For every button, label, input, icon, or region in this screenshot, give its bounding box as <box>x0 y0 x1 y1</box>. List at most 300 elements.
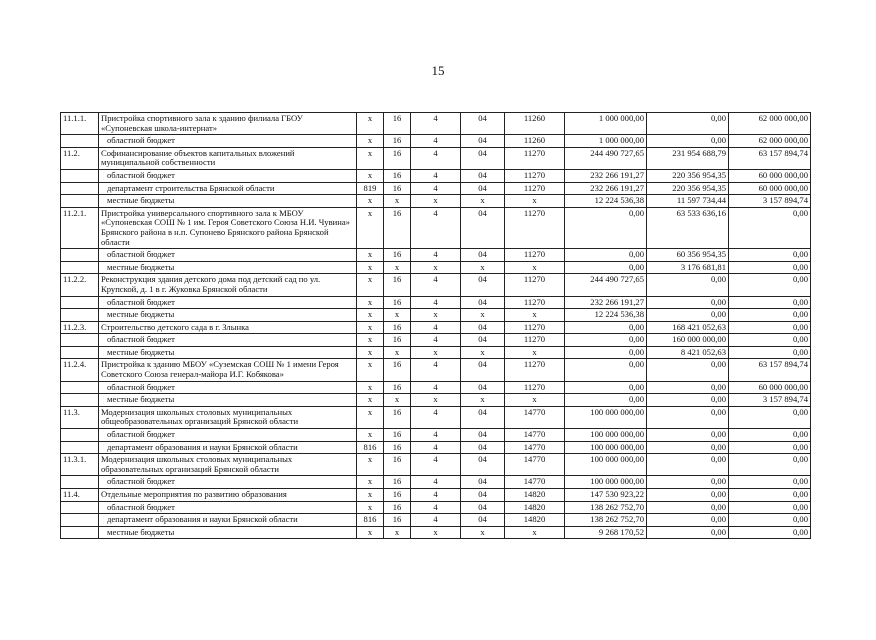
direction-code-cell: 11270 <box>505 147 565 169</box>
item-number-cell: 11.2.2. <box>61 274 99 296</box>
program-code-cell: 16 <box>384 476 411 489</box>
item-number-cell <box>61 169 99 182</box>
amount-year-3-cell: 62 000 000,00 <box>729 113 811 135</box>
amount-year-1-cell: 0,00 <box>565 261 647 274</box>
program-code-cell: 16 <box>384 359 411 381</box>
section-code-cell: 04 <box>461 249 505 262</box>
amount-year-1-cell: 232 266 191,27 <box>565 182 647 195</box>
item-number-cell: 11.1.1. <box>61 113 99 135</box>
amount-year-3-cell: 0,00 <box>729 274 811 296</box>
program-code-cell: 16 <box>384 182 411 195</box>
direction-code-cell: 11270 <box>505 169 565 182</box>
subprogram-code-cell: х <box>411 394 461 407</box>
amount-year-1-cell: 1 000 000,00 <box>565 135 647 148</box>
administrator-code-cell: х <box>357 526 384 539</box>
table-row <box>61 346 811 359</box>
administrator-code-cell: х <box>357 321 384 334</box>
amount-year-2-cell: 0,00 <box>647 526 729 539</box>
section-code-cell: 04 <box>461 514 505 527</box>
program-code-cell: х <box>384 346 411 359</box>
table-row <box>61 454 811 476</box>
item-name-cell: областной бюджет <box>99 296 357 309</box>
item-name-cell: областной бюджет <box>99 381 357 394</box>
administrator-code-cell: х <box>357 207 384 248</box>
amount-year-1-cell: 138 262 752,70 <box>565 514 647 527</box>
amount-year-1-cell: 0,00 <box>565 321 647 334</box>
administrator-code-cell: 819 <box>357 182 384 195</box>
item-name-cell: Пристройка спортивного зала к зданию филиала ГБОУ «Супоневская школа-интернат» <box>99 113 357 135</box>
table-row <box>61 441 811 454</box>
amount-year-3-cell: 0,00 <box>729 476 811 489</box>
table-row <box>61 406 811 428</box>
item-name-cell: департамент образования и науки Брянской области <box>99 441 357 454</box>
subprogram-code-cell: 4 <box>411 501 461 514</box>
administrator-code-cell: х <box>357 309 384 322</box>
subprogram-code-cell: 4 <box>411 182 461 195</box>
amount-year-2-cell: 0,00 <box>647 135 729 148</box>
administrator-code-cell: х <box>357 476 384 489</box>
subprogram-code-cell: 4 <box>411 249 461 262</box>
program-code-cell: 16 <box>384 334 411 347</box>
program-code-cell: 16 <box>384 249 411 262</box>
direction-code-cell: х <box>505 394 565 407</box>
program-code-cell: 16 <box>384 381 411 394</box>
item-number-cell: 11.2. <box>61 147 99 169</box>
item-number-cell <box>61 195 99 208</box>
amount-year-3-cell: 0,00 <box>729 501 811 514</box>
item-number-cell <box>61 261 99 274</box>
direction-code-cell: 11270 <box>505 296 565 309</box>
amount-year-2-cell: 60 356 954,35 <box>647 249 729 262</box>
table-row <box>61 249 811 262</box>
amount-year-1-cell: 9 268 170,52 <box>565 526 647 539</box>
section-code-cell: 04 <box>461 321 505 334</box>
item-name-cell: Отдельные мероприятия по развитию образования <box>99 489 357 502</box>
amount-year-2-cell: 0,00 <box>647 406 729 428</box>
direction-code-cell: 11270 <box>505 359 565 381</box>
table-row <box>61 207 811 248</box>
item-name-cell: областной бюджет <box>99 501 357 514</box>
subprogram-code-cell: 4 <box>411 429 461 442</box>
amount-year-2-cell: 168 421 052,63 <box>647 321 729 334</box>
item-name-cell: областной бюджет <box>99 334 357 347</box>
program-code-cell: х <box>384 195 411 208</box>
amount-year-3-cell: 63 157 894,74 <box>729 359 811 381</box>
section-code-cell: 04 <box>461 381 505 394</box>
amount-year-3-cell: 0,00 <box>729 334 811 347</box>
amount-year-2-cell: 231 954 688,79 <box>647 147 729 169</box>
subprogram-code-cell: 4 <box>411 514 461 527</box>
direction-code-cell: 14770 <box>505 406 565 428</box>
administrator-code-cell: х <box>357 169 384 182</box>
section-code-cell: 04 <box>461 406 505 428</box>
subprogram-code-cell: 4 <box>411 321 461 334</box>
direction-code-cell: 14770 <box>505 476 565 489</box>
program-code-cell: 16 <box>384 429 411 442</box>
item-number-cell <box>61 441 99 454</box>
program-code-cell: 16 <box>384 169 411 182</box>
program-code-cell: 16 <box>384 296 411 309</box>
item-name-cell: областной бюджет <box>99 249 357 262</box>
amount-year-2-cell: 8 421 052,63 <box>647 346 729 359</box>
section-code-cell: 04 <box>461 169 505 182</box>
section-code-cell: 04 <box>461 135 505 148</box>
item-number-cell: 11.2.1. <box>61 207 99 248</box>
direction-code-cell: 11270 <box>505 274 565 296</box>
program-code-cell: х <box>384 394 411 407</box>
section-code-cell: 04 <box>461 274 505 296</box>
administrator-code-cell: х <box>357 334 384 347</box>
administrator-code-cell: 816 <box>357 441 384 454</box>
item-number-cell <box>61 334 99 347</box>
amount-year-2-cell: 0,00 <box>647 274 729 296</box>
administrator-code-cell: х <box>357 296 384 309</box>
direction-code-cell: 11270 <box>505 182 565 195</box>
subprogram-code-cell: 4 <box>411 334 461 347</box>
amount-year-3-cell: 0,00 <box>729 207 811 248</box>
direction-code-cell: х <box>505 309 565 322</box>
amount-year-3-cell: 0,00 <box>729 526 811 539</box>
amount-year-1-cell: 0,00 <box>565 207 647 248</box>
amount-year-2-cell: 0,00 <box>647 359 729 381</box>
section-code-cell: 04 <box>461 476 505 489</box>
item-name-cell: местные бюджеты <box>99 526 357 539</box>
item-name-cell: Софинансирование объектов капитальных вложений муниципальной собственности <box>99 147 357 169</box>
amount-year-1-cell: 100 000 000,00 <box>565 406 647 428</box>
table-row <box>61 429 811 442</box>
section-code-cell: 04 <box>461 182 505 195</box>
section-code-cell: 04 <box>461 334 505 347</box>
section-code-cell: 04 <box>461 501 505 514</box>
direction-code-cell: 11260 <box>505 135 565 148</box>
table-row <box>61 321 811 334</box>
direction-code-cell: 11270 <box>505 381 565 394</box>
table-row <box>61 147 811 169</box>
amount-year-2-cell: 220 356 954,35 <box>647 169 729 182</box>
amount-year-3-cell: 0,00 <box>729 454 811 476</box>
direction-code-cell: х <box>505 346 565 359</box>
administrator-code-cell: х <box>357 113 384 135</box>
amount-year-1-cell: 0,00 <box>565 394 647 407</box>
table-row <box>61 169 811 182</box>
item-name-cell: местные бюджеты <box>99 346 357 359</box>
item-name-cell: департамент образования и науки Брянской области <box>99 514 357 527</box>
amount-year-2-cell: 0,00 <box>647 394 729 407</box>
subprogram-code-cell: 4 <box>411 406 461 428</box>
item-number-cell <box>61 526 99 539</box>
item-name-cell: Строительство детского сада в г. Злынка <box>99 321 357 334</box>
item-number-cell <box>61 514 99 527</box>
section-code-cell: 04 <box>461 147 505 169</box>
amount-year-3-cell: 0,00 <box>729 261 811 274</box>
item-name-cell: Пристройка универсального спортивного зала к МБОУ «Супоневская СОШ № 1 им. Героя Советского Союза Н.И. Чувина» Брянского района в н.п. Супонево Брянского района Брянской области <box>99 207 357 248</box>
item-number-cell <box>61 476 99 489</box>
amount-year-2-cell: 0,00 <box>647 514 729 527</box>
amount-year-3-cell: 60 000 000,00 <box>729 381 811 394</box>
subprogram-code-cell: 4 <box>411 381 461 394</box>
amount-year-2-cell: 11 597 734,44 <box>647 195 729 208</box>
amount-year-2-cell: 0,00 <box>647 381 729 394</box>
program-code-cell: 16 <box>384 454 411 476</box>
table-row <box>61 309 811 322</box>
amount-year-3-cell: 0,00 <box>729 514 811 527</box>
budget-table <box>60 112 811 539</box>
section-code-cell: х <box>461 195 505 208</box>
amount-year-2-cell: 63 533 636,16 <box>647 207 729 248</box>
administrator-code-cell: х <box>357 394 384 407</box>
amount-year-1-cell: 100 000 000,00 <box>565 441 647 454</box>
direction-code-cell: х <box>505 195 565 208</box>
amount-year-3-cell: 0,00 <box>729 309 811 322</box>
direction-code-cell: х <box>505 261 565 274</box>
item-name-cell: Модернизация школьных столовых муниципальных образовательных организаций Брянской области <box>99 454 357 476</box>
item-name-cell: местные бюджеты <box>99 309 357 322</box>
administrator-code-cell: х <box>357 406 384 428</box>
table-row <box>61 261 811 274</box>
administrator-code-cell: х <box>357 429 384 442</box>
table-row <box>61 514 811 527</box>
direction-code-cell: 14770 <box>505 441 565 454</box>
amount-year-2-cell: 0,00 <box>647 489 729 502</box>
section-code-cell: 04 <box>461 359 505 381</box>
table-row <box>61 274 811 296</box>
direction-code-cell: 14820 <box>505 489 565 502</box>
subprogram-code-cell: 4 <box>411 489 461 502</box>
amount-year-2-cell: 0,00 <box>647 309 729 322</box>
table-row <box>61 113 811 135</box>
item-name-cell: областной бюджет <box>99 429 357 442</box>
subprogram-code-cell: 4 <box>411 454 461 476</box>
direction-code-cell: 14820 <box>505 514 565 527</box>
direction-code-cell: 11270 <box>505 321 565 334</box>
table-row <box>61 296 811 309</box>
amount-year-1-cell: 0,00 <box>565 249 647 262</box>
amount-year-2-cell: 0,00 <box>647 296 729 309</box>
program-code-cell: 16 <box>384 489 411 502</box>
amount-year-1-cell: 244 490 727,65 <box>565 274 647 296</box>
table-row <box>61 334 811 347</box>
amount-year-1-cell: 0,00 <box>565 346 647 359</box>
item-name-cell: областной бюджет <box>99 476 357 489</box>
direction-code-cell: х <box>505 526 565 539</box>
amount-year-3-cell: 0,00 <box>729 321 811 334</box>
section-code-cell: 04 <box>461 489 505 502</box>
item-name-cell: местные бюджеты <box>99 195 357 208</box>
item-name-cell: областной бюджет <box>99 135 357 148</box>
administrator-code-cell: х <box>357 346 384 359</box>
table-row <box>61 195 811 208</box>
program-code-cell: 16 <box>384 441 411 454</box>
amount-year-1-cell: 100 000 000,00 <box>565 476 647 489</box>
program-code-cell: 16 <box>384 113 411 135</box>
item-name-cell: областной бюджет <box>99 169 357 182</box>
amount-year-3-cell: 60 000 000,00 <box>729 182 811 195</box>
amount-year-2-cell: 0,00 <box>647 429 729 442</box>
section-code-cell: х <box>461 309 505 322</box>
item-number-cell <box>61 249 99 262</box>
amount-year-3-cell: 0,00 <box>729 489 811 502</box>
table-row <box>61 501 811 514</box>
amount-year-3-cell: 3 157 894,74 <box>729 195 811 208</box>
item-name-cell: местные бюджеты <box>99 261 357 274</box>
subprogram-code-cell: 4 <box>411 441 461 454</box>
item-name-cell: Модернизация школьных столовых муниципальных общеобразовательных организаций Брянской области <box>99 406 357 428</box>
section-code-cell: 04 <box>461 296 505 309</box>
item-name-cell: департамент строительства Брянской области <box>99 182 357 195</box>
subprogram-code-cell: 4 <box>411 135 461 148</box>
administrator-code-cell: х <box>357 489 384 502</box>
amount-year-2-cell: 3 176 681,81 <box>647 261 729 274</box>
item-number-cell: 11.4. <box>61 489 99 502</box>
subprogram-code-cell: х <box>411 346 461 359</box>
section-code-cell: 04 <box>461 429 505 442</box>
subprogram-code-cell: 4 <box>411 169 461 182</box>
amount-year-3-cell: 63 157 894,74 <box>729 147 811 169</box>
amount-year-1-cell: 0,00 <box>565 381 647 394</box>
table-row <box>61 359 811 381</box>
section-code-cell: 04 <box>461 441 505 454</box>
direction-code-cell: 14770 <box>505 429 565 442</box>
amount-year-1-cell: 138 262 752,70 <box>565 501 647 514</box>
subprogram-code-cell: 4 <box>411 274 461 296</box>
amount-year-2-cell: 0,00 <box>647 454 729 476</box>
item-number-cell <box>61 394 99 407</box>
program-code-cell: 16 <box>384 514 411 527</box>
amount-year-2-cell: 0,00 <box>647 441 729 454</box>
section-code-cell: х <box>461 526 505 539</box>
table-row <box>61 394 811 407</box>
program-code-cell: 16 <box>384 135 411 148</box>
amount-year-1-cell: 0,00 <box>565 359 647 381</box>
item-number-cell <box>61 429 99 442</box>
administrator-code-cell: х <box>357 501 384 514</box>
item-number-cell: 11.3. <box>61 406 99 428</box>
administrator-code-cell: х <box>357 261 384 274</box>
administrator-code-cell: х <box>357 147 384 169</box>
item-number-cell <box>61 346 99 359</box>
amount-year-3-cell: 0,00 <box>729 249 811 262</box>
amount-year-1-cell: 244 490 727,65 <box>565 147 647 169</box>
subprogram-code-cell: х <box>411 309 461 322</box>
administrator-code-cell: х <box>357 359 384 381</box>
administrator-code-cell: х <box>357 195 384 208</box>
amount-year-2-cell: 0,00 <box>647 113 729 135</box>
amount-year-2-cell: 0,00 <box>647 476 729 489</box>
amount-year-1-cell: 232 266 191,27 <box>565 169 647 182</box>
subprogram-code-cell: 4 <box>411 147 461 169</box>
subprogram-code-cell: 4 <box>411 476 461 489</box>
amount-year-2-cell: 160 000 000,00 <box>647 334 729 347</box>
table-row <box>61 526 811 539</box>
program-code-cell: х <box>384 309 411 322</box>
subprogram-code-cell: х <box>411 261 461 274</box>
item-name-cell: Пристройка к зданию МБОУ «Суземская СОШ № 1 имени Героя Советского Союза генерал-майора И.Г. Кобякова» <box>99 359 357 381</box>
direction-code-cell: 14820 <box>505 501 565 514</box>
budget-table-body <box>61 113 811 539</box>
amount-year-3-cell: 0,00 <box>729 346 811 359</box>
item-number-cell: 11.2.4. <box>61 359 99 381</box>
item-number-cell <box>61 309 99 322</box>
amount-year-3-cell: 60 000 000,00 <box>729 169 811 182</box>
item-number-cell: 11.3.1. <box>61 454 99 476</box>
program-code-cell: 16 <box>384 501 411 514</box>
table-row <box>61 476 811 489</box>
amount-year-1-cell: 1 000 000,00 <box>565 113 647 135</box>
amount-year-1-cell: 147 530 923,22 <box>565 489 647 502</box>
amount-year-1-cell: 12 224 536,38 <box>565 309 647 322</box>
amount-year-3-cell: 62 000 000,00 <box>729 135 811 148</box>
amount-year-2-cell: 220 356 954,35 <box>647 182 729 195</box>
section-code-cell: 04 <box>461 113 505 135</box>
program-code-cell: 16 <box>384 147 411 169</box>
subprogram-code-cell: х <box>411 526 461 539</box>
amount-year-1-cell: 232 266 191,27 <box>565 296 647 309</box>
item-name-cell: Реконструкция здания детского дома под детский сад по ул. Крупской, д. 1 в г. Жуковка Брянской области <box>99 274 357 296</box>
administrator-code-cell: х <box>357 454 384 476</box>
program-code-cell: 16 <box>384 406 411 428</box>
item-number-cell <box>61 381 99 394</box>
subprogram-code-cell: 4 <box>411 296 461 309</box>
table-row <box>61 135 811 148</box>
section-code-cell: х <box>461 394 505 407</box>
direction-code-cell: 11270 <box>505 334 565 347</box>
program-code-cell: 16 <box>384 274 411 296</box>
program-code-cell: х <box>384 261 411 274</box>
direction-code-cell: 14770 <box>505 454 565 476</box>
amount-year-1-cell: 100 000 000,00 <box>565 454 647 476</box>
administrator-code-cell: х <box>357 274 384 296</box>
program-code-cell: 16 <box>384 207 411 248</box>
item-number-cell <box>61 182 99 195</box>
item-number-cell: 11.2.3. <box>61 321 99 334</box>
section-code-cell: 04 <box>461 454 505 476</box>
table-row <box>61 381 811 394</box>
item-name-cell: местные бюджеты <box>99 394 357 407</box>
administrator-code-cell: 816 <box>357 514 384 527</box>
amount-year-1-cell: 0,00 <box>565 334 647 347</box>
administrator-code-cell: х <box>357 381 384 394</box>
program-code-cell: х <box>384 526 411 539</box>
item-number-cell <box>61 501 99 514</box>
item-number-cell <box>61 135 99 148</box>
amount-year-3-cell: 3 157 894,74 <box>729 394 811 407</box>
direction-code-cell: 11270 <box>505 249 565 262</box>
amount-year-3-cell: 0,00 <box>729 441 811 454</box>
table-row <box>61 489 811 502</box>
administrator-code-cell: х <box>357 135 384 148</box>
direction-code-cell: 11260 <box>505 113 565 135</box>
section-code-cell: х <box>461 261 505 274</box>
section-code-cell: 04 <box>461 207 505 248</box>
administrator-code-cell: х <box>357 249 384 262</box>
subprogram-code-cell: х <box>411 195 461 208</box>
direction-code-cell: 11270 <box>505 207 565 248</box>
table-row <box>61 182 811 195</box>
subprogram-code-cell: 4 <box>411 113 461 135</box>
amount-year-3-cell: 0,00 <box>729 296 811 309</box>
subprogram-code-cell: 4 <box>411 359 461 381</box>
program-code-cell: 16 <box>384 321 411 334</box>
item-number-cell <box>61 296 99 309</box>
page-number: 15 <box>431 63 445 78</box>
amount-year-1-cell: 100 000 000,00 <box>565 429 647 442</box>
subprogram-code-cell: 4 <box>411 207 461 248</box>
amount-year-3-cell: 0,00 <box>729 406 811 428</box>
amount-year-2-cell: 0,00 <box>647 501 729 514</box>
amount-year-1-cell: 12 224 536,38 <box>565 195 647 208</box>
amount-year-3-cell: 0,00 <box>729 429 811 442</box>
section-code-cell: х <box>461 346 505 359</box>
